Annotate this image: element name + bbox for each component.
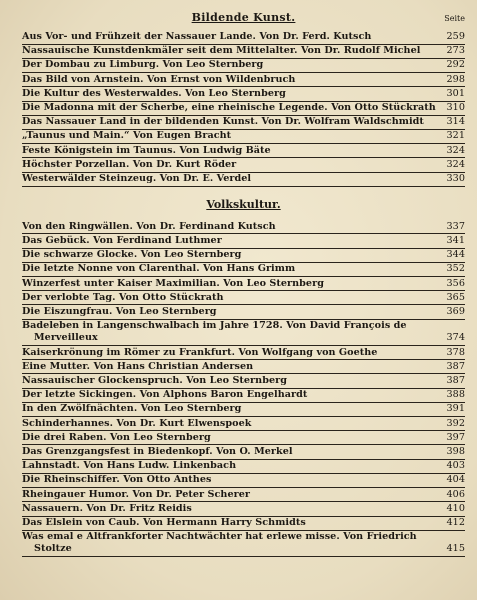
toc-entry-title: Nassauischer Glockenspruch. Von Leo Sternberg xyxy=(22,374,287,386)
toc-entry-title: Nassauische Kunstdenkmäler seit dem Mittelalter. Von Dr. Rudolf Michel xyxy=(22,45,421,57)
toc-entry xyxy=(22,389,465,401)
toc-entry-title: Von den Ringwällen. Von Dr. Ferdinand Kutsch xyxy=(22,220,276,232)
toc-entry-title: Das Nassauer Land in der bildenden Kunst. Von Dr. Wolfram Waldschmidt xyxy=(22,116,424,128)
toc-entry xyxy=(22,418,465,430)
toc-entry-title: Die Kultur des Westerwaldes. Von Leo Sternberg xyxy=(22,87,286,99)
section-title: Volkskultur. xyxy=(206,197,281,211)
toc-entry-page: 337 xyxy=(446,220,465,232)
toc-entry xyxy=(22,102,465,114)
toc-entry xyxy=(22,45,465,57)
section-header-row xyxy=(22,0,465,31)
toc-entry-title: In den Zwölfnächten. Von Leo Sternberg xyxy=(22,403,242,415)
toc-entry xyxy=(22,221,465,233)
toc-entry-title: Die Madonna mit der Scherbe, eine rheinische Legende. Von Otto Stückrath xyxy=(22,102,436,114)
toc-entry xyxy=(22,306,465,318)
toc-entry xyxy=(22,235,465,247)
toc-entry-page: 378 xyxy=(446,346,465,358)
toc-entry-page: 387 xyxy=(446,374,465,386)
toc-entry xyxy=(22,292,465,304)
toc-entry-page: 321 xyxy=(446,130,465,142)
toc-entry-page: 410 xyxy=(446,502,465,514)
toc-entry-page: 301 xyxy=(446,87,465,99)
toc-entry-page: 391 xyxy=(446,403,465,415)
toc-entry xyxy=(22,474,465,486)
page-column-label: Seite xyxy=(444,14,465,23)
toc-entry xyxy=(22,446,465,458)
toc-entry xyxy=(22,460,465,472)
toc-entry-page: 397 xyxy=(446,431,465,443)
toc-entry-page: 310 xyxy=(446,102,465,114)
toc-entry xyxy=(22,74,465,86)
toc-entry xyxy=(22,375,465,387)
toc-entry-title: Kaiserkrönung im Römer zu Frankfurt. Von Wolfgang von Goethe xyxy=(22,346,378,358)
toc-entry-page: 341 xyxy=(446,234,465,246)
toc-entry-page: 352 xyxy=(446,263,465,275)
toc-entry-page: 388 xyxy=(446,389,465,401)
toc-entry-title: Der Dombau zu Limburg. Von Leo Sternberg xyxy=(22,59,264,71)
toc-entry-page: 344 xyxy=(446,249,465,261)
toc-entry-title: Die letzte Nonne von Clarenthal. Von Hans Grimm xyxy=(22,263,296,275)
toc-entry-title: Lahnstadt. Von Hans Ludw. Linkenbach xyxy=(22,460,237,472)
toc-entry xyxy=(22,88,465,100)
toc-entry-page: 403 xyxy=(446,460,465,472)
toc-entry-title: Winzerfest unter Kaiser Maximilian. Von Leo Sternberg xyxy=(22,277,324,289)
toc-list-bildende-kunst xyxy=(22,31,465,187)
toc-entry-title: Schinderhannes. Von Dr. Kurt Elwenspoek xyxy=(22,417,252,429)
toc-entry-title: Westerwälder Steinzeug. Von Dr. E. Verdel xyxy=(22,173,252,185)
toc-entry-title: Das Grenzgangsfest in Biedenkopf. Von O. Merkel xyxy=(22,445,293,457)
toc-entry-page: 412 xyxy=(446,517,465,528)
toc-entry-page: 259 xyxy=(446,31,465,42)
toc-entry-title: Rheingauer Humor. Von Dr. Peter Scherer xyxy=(22,488,250,500)
toc-entry-title: Der letzte Sickingen. Von Alphons Baron Engelhardt xyxy=(22,389,308,401)
toc-entry-page: 365 xyxy=(446,291,465,303)
toc-entry-title: Feste Königstein im Taunus. Von Ludwig Bäte xyxy=(22,144,271,156)
toc-entry xyxy=(22,59,465,71)
toc-entry-page: 356 xyxy=(446,277,465,289)
toc-entry-page: 324 xyxy=(446,158,465,170)
toc-entry xyxy=(22,249,465,261)
divider-rule xyxy=(22,186,465,187)
toc-entry xyxy=(22,116,465,128)
toc-entry xyxy=(22,347,465,359)
toc-entry-page: 387 xyxy=(446,360,465,372)
toc-entry-title: Das Bild von Arnstein. Von Ernst von Wildenbruch xyxy=(22,73,296,85)
toc-entry-page: 406 xyxy=(446,488,465,500)
toc-entry xyxy=(22,361,465,373)
toc-entry-page: 292 xyxy=(446,59,465,71)
toc-entry-title: Der verlobte Tag. Von Otto Stückrath xyxy=(22,291,224,303)
toc-entry-title: Die Eiszungfrau. Von Leo Sternberg xyxy=(22,305,217,317)
toc-entry xyxy=(22,159,465,171)
toc-entry-page: 415 xyxy=(446,543,465,555)
toc-entry xyxy=(22,403,465,415)
toc-entry xyxy=(22,278,465,290)
toc-entry xyxy=(22,531,465,555)
toc-entry xyxy=(22,145,465,157)
toc-entry-page: 392 xyxy=(446,417,465,429)
toc-entry-page: 298 xyxy=(446,73,465,85)
toc-entry-title: „Taunus und Main.“ Von Eugen Bracht xyxy=(22,130,232,142)
toc-entry-title: Eine Mutter. Von Hans Christian Andersen xyxy=(22,360,254,372)
toc-entry xyxy=(22,503,465,515)
toc-entry-page: 324 xyxy=(446,144,465,156)
toc-entry-title: Badeleben in Langenschwalbach im Jahre 1728. Von David François de Merveilleux xyxy=(22,320,407,344)
toc-list-volkskultur xyxy=(22,221,465,557)
toc-entry xyxy=(22,320,465,344)
toc-entry-page: 398 xyxy=(446,445,465,457)
toc-entry xyxy=(22,517,465,529)
toc-entry-title: Was emal e Altfrankforter Nachtwächter hat erlewe misse. Von Friedrich Stoltze xyxy=(22,531,417,555)
toc-entry xyxy=(22,173,465,185)
toc-entry-page: 369 xyxy=(446,305,465,317)
toc-entry-title: Die drei Raben. Von Leo Sternberg xyxy=(22,431,211,443)
toc-entry-page: 273 xyxy=(446,45,465,57)
toc-entry xyxy=(22,31,465,43)
toc-entry xyxy=(22,263,465,275)
toc-entry-title: Nassauern. Von Dr. Fritz Reidis xyxy=(22,502,192,514)
section-title: Bildende Kunst. xyxy=(191,11,296,24)
toc-entry xyxy=(22,130,465,142)
toc-entry-title: Die schwarze Glocke. Von Leo Sternberg xyxy=(22,249,242,261)
toc-entry xyxy=(22,432,465,444)
toc-entry-page: 330 xyxy=(446,173,465,185)
toc-entry xyxy=(22,489,465,501)
toc-entry-title: Das Elslein von Caub. Von Hermann Harry Schmidts xyxy=(22,517,306,528)
toc-entry-title: Aus Vor- und Frühzeit der Nassauer Lande. Von Dr. Ferd. Kutsch xyxy=(22,31,372,42)
toc-entry-page: 374 xyxy=(446,332,465,344)
toc-entry-page: 404 xyxy=(446,474,465,486)
toc-entry-title: Höchster Porzellan. Von Dr. Kurt Röder xyxy=(22,158,237,170)
toc-entry-title: Die Rheinschiffer. Von Otto Anthes xyxy=(22,474,212,486)
toc-entry-page: 314 xyxy=(446,116,465,128)
divider-rule xyxy=(22,556,465,557)
toc-entry-title: Das Gebück. Von Ferdinand Luthmer xyxy=(22,234,222,246)
